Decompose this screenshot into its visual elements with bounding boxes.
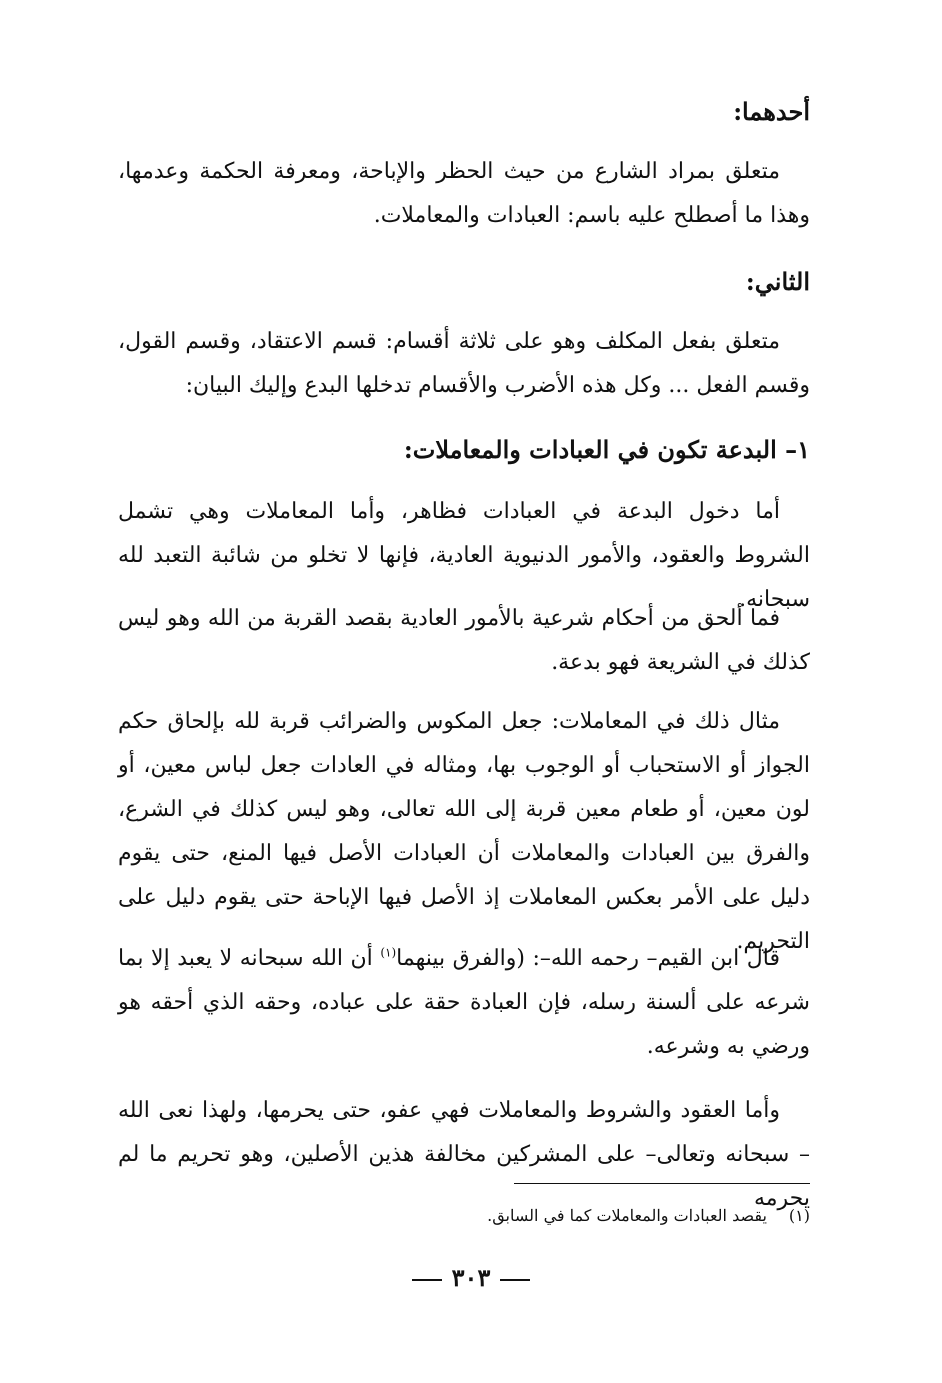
paragraph-second-definition	[118, 320, 810, 408]
paragraph-ibn-qayyim-quote	[118, 937, 810, 1069]
footnote-text: يقصد العبادات والمعاملات كما في السابق.	[487, 1206, 767, 1225]
paragraph-text: فما ألحق من أحكام شرعية بالأمور العادية بقصد القربة من الله وهو ليس كذلك في الشريعة فهو بدعة.	[118, 606, 810, 675]
paragraph-attaching-rulings	[118, 597, 810, 685]
paragraph-text: متعلق بفعل المكلف وهو على ثلاثة أقسام: قسم الاعتقاد، وقسم القول، وقسم الفعل ... وكل هذه الأضرب والأقسام تدخلها البدع وإليك البيان:	[118, 329, 810, 398]
heading-second: الثاني:	[745, 267, 810, 296]
footnote	[487, 1204, 810, 1228]
footnote-number: (١)	[788, 1206, 810, 1225]
paragraph-text: وأما العقود والشروط والمعاملات فهي عفو، حتى يحرمها، ولهذا نعى الله – سبحانه وتعالى– على المشركين مخالفة هذين الأصلين، وهو تحريم ما لم يحرمه	[118, 1098, 810, 1211]
quote-rest: أن الله سبحانه لا يعبد إلا بما شرعه على ألسنة رسله، فإن العبادة حقة على عباده، وحقه الذي أحقه هو ورضي به وشرعه.	[118, 946, 810, 1059]
paragraph-text: أما دخول البدعة في العبادات فظاهر، وأما المعاملات وهي تشمل الشروط والعقود، والأمور الدنيوية العادية، فإنها لا تخلو من شائبة التعبد لله سبحانه.	[118, 499, 810, 612]
paragraph-text: متعلق بمراد الشارع من حيث الحظر والإباحة، ومعرفة الحكمة وعدمها، وهذا ما أصطلح عليه باسم: العبادات والمعاملات.	[118, 159, 810, 228]
paragraph-example	[118, 700, 810, 964]
page-number-dash-right	[500, 1279, 530, 1281]
page-number	[0, 1262, 942, 1294]
paragraph-contracts	[118, 1089, 810, 1221]
footnote-reference: (١)	[380, 945, 397, 960]
section-heading-bida-in-worship-and-transactions: ١– البدعة تكون في العبادات والمعاملات:	[403, 435, 810, 464]
quote-start: قال ابن القيم– رحمه الله–: (والفرق بينهما	[396, 946, 780, 971]
page-number-value: ٣٠٣	[451, 1263, 491, 1292]
footnote-divider	[514, 1183, 810, 1184]
page-number-dash-left	[412, 1279, 442, 1281]
paragraph-first-definition	[118, 150, 810, 238]
paragraph-text	[118, 937, 810, 1069]
heading-first: أحدهما:	[733, 97, 810, 126]
paragraph-text: مثال ذلك في المعاملات: جعل المكوس والضرائب قربة لله بإلحاق حكم الجواز أو الاستحباب أو الوجوب بها، ومثاله في العادات جعل لباس معين، أو لون معين، أو طعام معين قربة إلى الله تعالى، وهو ليس كذلك في الشرع، والفرق بين العبادات والمعاملات أن العبادات الأصل فيها المنع، حتى يقوم دليل على الأمر بعكس المعاملات إذ الأصل فيها الإباحة حتى يقوم دليل على التحريم.	[118, 709, 810, 954]
